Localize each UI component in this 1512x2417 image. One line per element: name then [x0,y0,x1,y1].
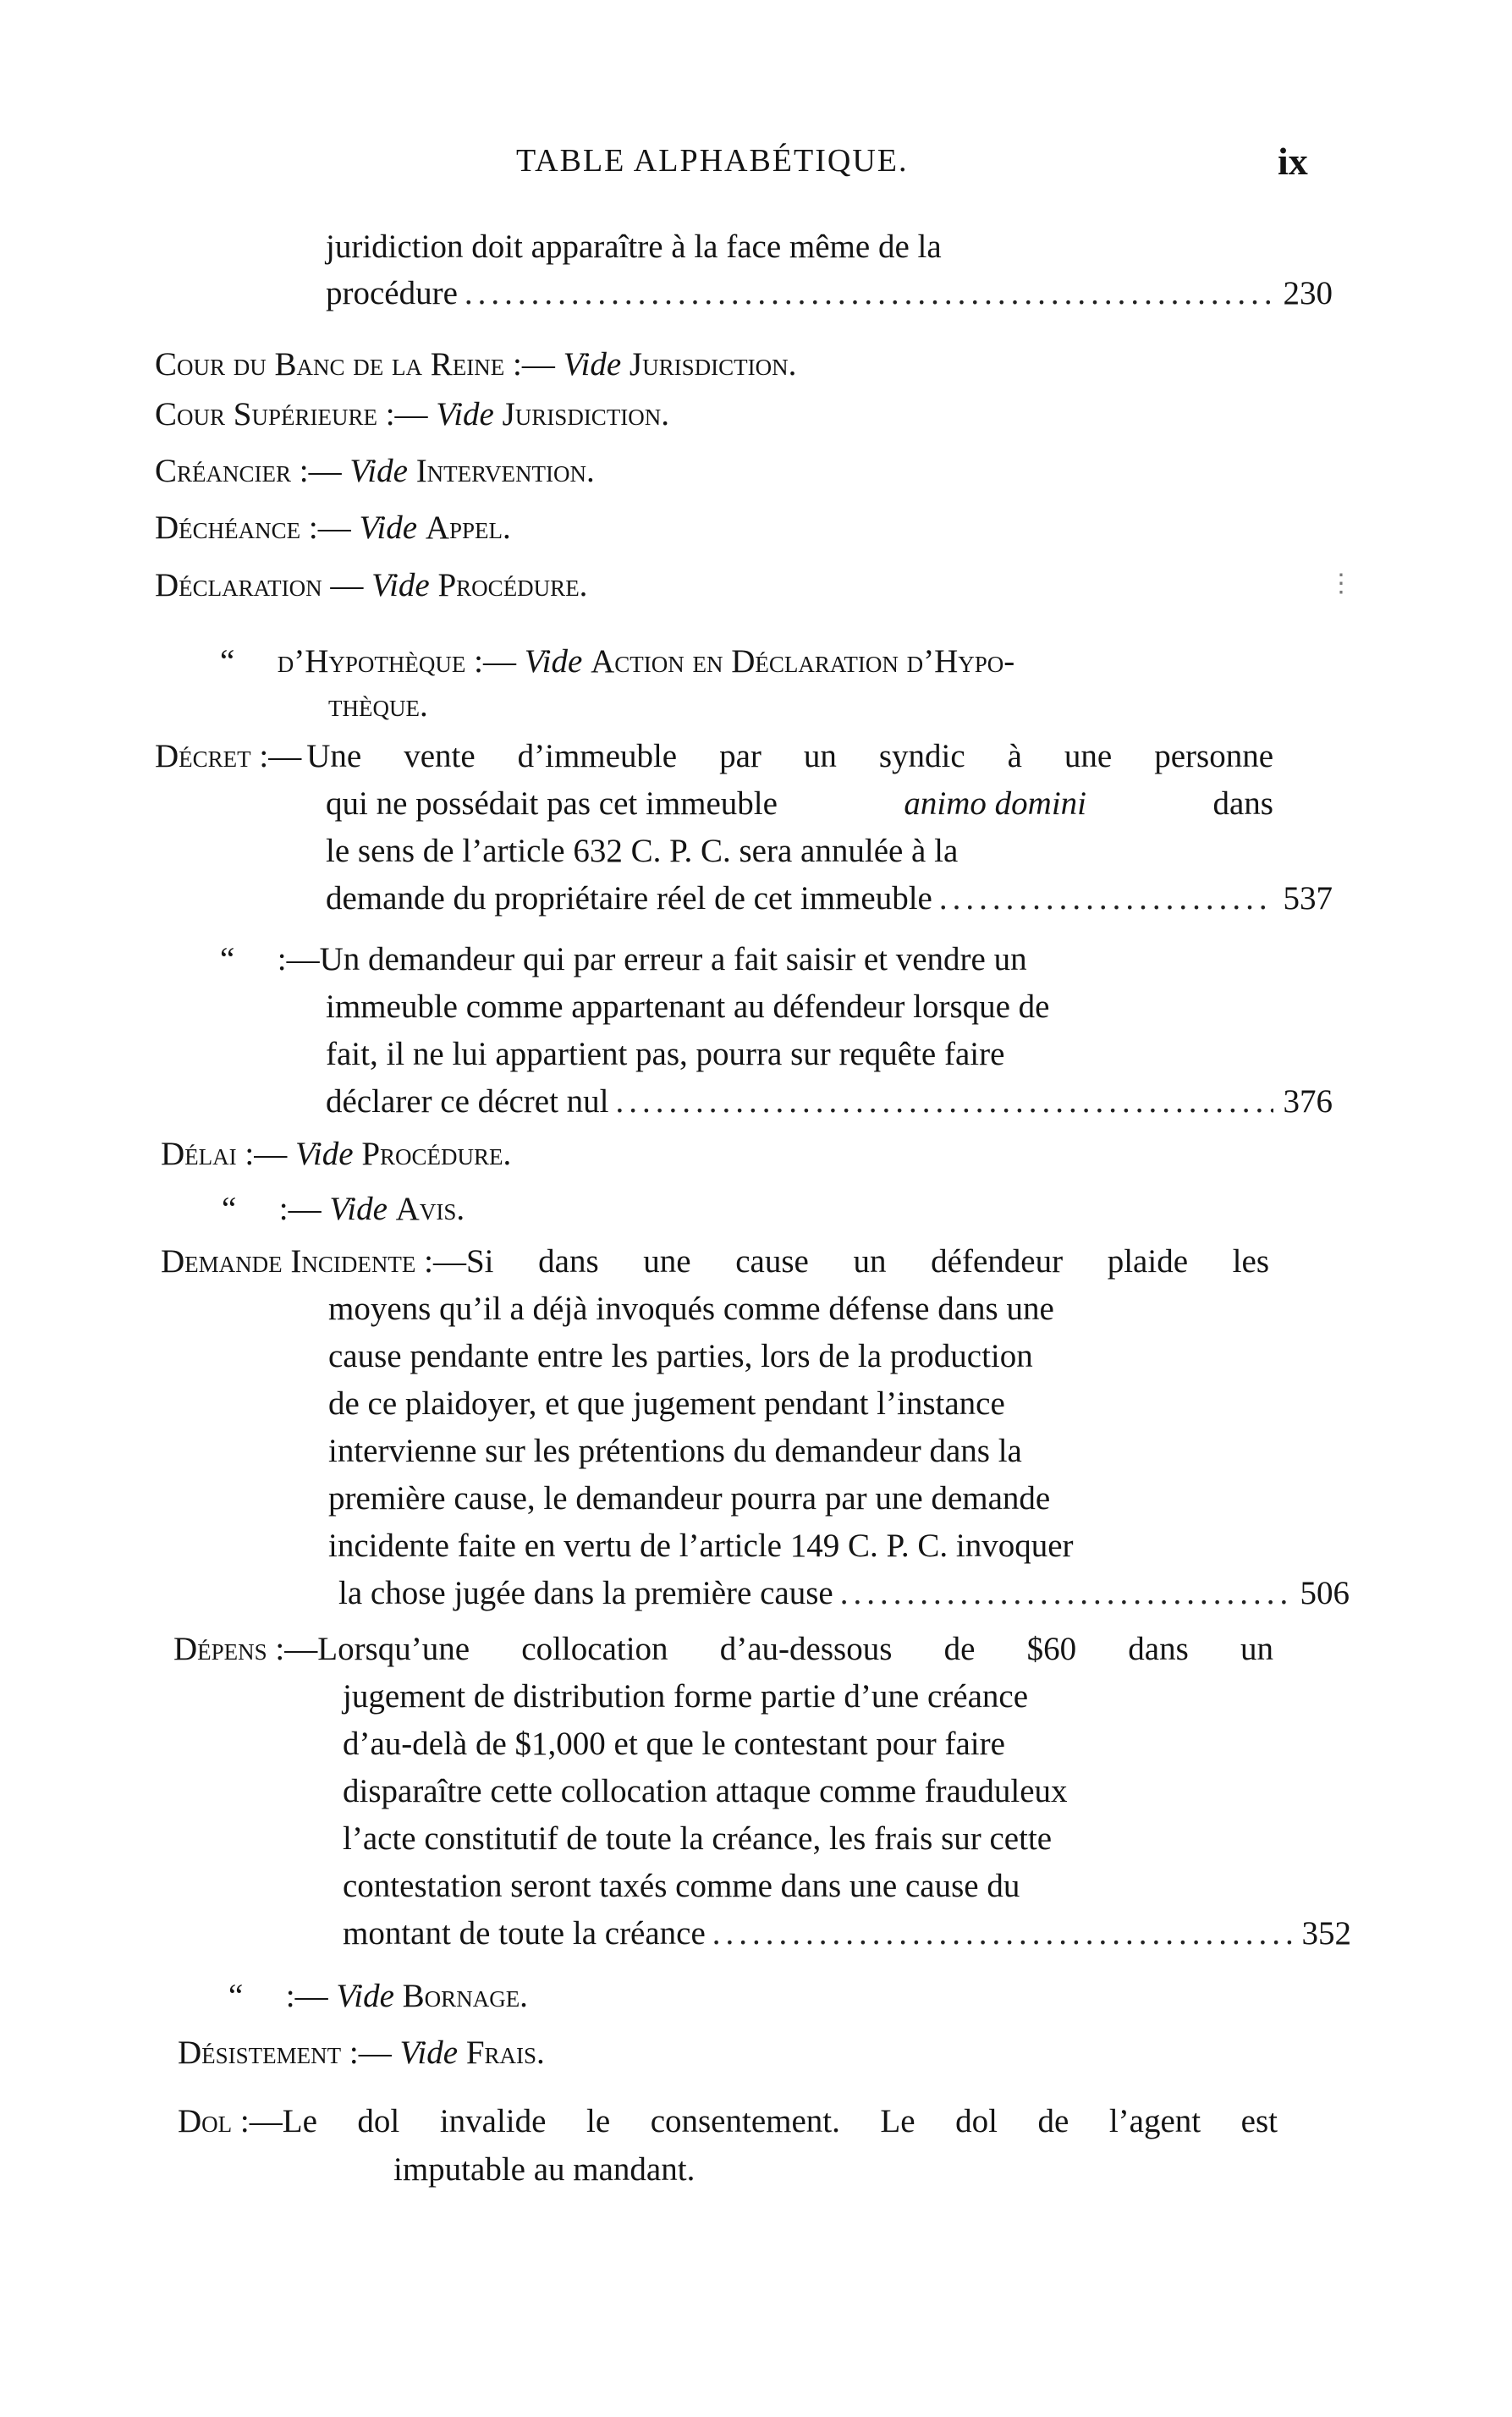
leader-dots [458,273,1273,314]
page-number: ix [1278,140,1308,183]
cross-reference: Jurisdiction. [502,396,670,432]
index-line: thèque. [328,687,428,724]
ditto-mark: “ [220,941,235,977]
index-line: imputable au mandant. [393,2151,696,2188]
index-entry: Dol :— Le dol invalide le consentement. Le dol de l’agent est [178,2101,1278,2142]
cross-reference: Frais. [465,2034,545,2071]
index-line: disparaître cette collocation attaque comme frauduleux [343,1773,1068,1809]
index-line: moyens qu’il a déjà invoqués comme défense dans une [328,1291,1054,1327]
cross-reference: Intervention. [415,453,595,489]
entry-heading: Dépens :— [173,1631,318,1667]
index-line: le sens de l’article 632 C. P. C. sera annulée à la [326,833,959,869]
page-reference: 352 [1301,1915,1351,1952]
index-entry: Cour du Banc de la Reine :— Vide Jurisdiction. [155,346,797,383]
cross-reference: Jurisdiction. [629,346,797,383]
entry-heading: Créancier :— [155,453,342,489]
index-line: de ce plaidoyer, et que jugement pendant l’instance [328,1385,1005,1422]
index-entry: Dépens :— Lorsqu’une collocation d’au-dessous de $60 dans un [173,1629,1273,1670]
entry-heading: Délai :— [161,1136,288,1172]
index-line-with-page: procédure ..... 230 [326,273,1333,314]
ditto-mark: “ [220,643,235,680]
ditto-mark: “ [222,1191,237,1227]
index-line: incidente faite en vertu de l’article 149 C. P. C. invoquer [328,1528,1074,1564]
index-line: qui ne possédait pas cet immeuble animo domini dans [326,785,1273,822]
index-entry: Décret :— Une vente d’immeuble par un syndic à une personne [155,736,1273,777]
page-reference: 376 [1283,1083,1333,1120]
page-header [0,142,1512,193]
index-line-with-page: montant de toute la créance ..... 352 [343,1913,1351,1954]
index-entry: “ :— Vide Bornage. [228,1976,528,2017]
entry-heading: Cour Supérieure :— [155,396,428,432]
leader-dots [609,1082,1273,1122]
index-entry: “ d’Hypothèque :— Vide Action en Déclaration d’Hypo- [220,641,1014,682]
index-line: fait, il ne lui appartient pas, pourra sur requête faire [326,1036,1005,1072]
cross-reference: Avis. [395,1191,465,1227]
cross-reference: Procédure. [361,1136,512,1172]
entry-heading: Dol :— [178,2103,283,2139]
leader-dots [833,1573,1290,1614]
index-entry: Désistement :— Vide Frais. [178,2034,545,2071]
index-line: immeuble comme appartenant au défendeur lorsque de [326,988,1050,1025]
index-entry: Déchéance :— Vide Appel. [155,509,511,546]
ditto-mark: “ [228,1978,244,2014]
index-line: d’au-delà de $1,000 et que le contestant pour faire [343,1726,1005,1762]
index-entry: Cour Supérieure :— Vide Jurisdiction. [155,396,670,432]
stray-mark: ⋮ [1328,570,1354,597]
index-entry: Créancier :— Vide Intervention. [155,453,595,489]
index-entry: “ :—Un demandeur qui par erreur a fait saisir et vendre un [220,939,1027,980]
entry-heading: Décret :— [155,738,302,774]
cross-reference: Appel. [425,509,511,546]
entry-heading: Désistement :— [178,2034,392,2071]
page-reference: 537 [1283,880,1333,917]
index-entry: “ :— Vide Avis. [222,1189,465,1230]
entry-heading: d’Hypothèque :— [277,643,516,680]
index-line-with-page: déclarer ce décret nul ..... 376 [326,1082,1333,1122]
index-entry: Demande Incidente :— Si dans une cause un défendeur plaide les [161,1242,1269,1282]
index-line: l’acte constitutif de toute la créance, les frais sur cette [343,1820,1053,1857]
page-reference: 230 [1283,275,1333,311]
entry-heading: Déclaration — [155,567,364,603]
index-line-with-page: demande du propriétaire réel de cet immeuble ..... 537 [326,878,1333,919]
index-line: jugement de distribution forme partie d’une créance [343,1678,1029,1715]
cross-reference: Bornage. [402,1978,528,2014]
leader-dots [932,878,1273,919]
entry-heading: Cour du Banc de la Reine :— [155,346,555,383]
entry-heading: Demande Incidente :— [161,1243,466,1280]
index-line: première cause, le demandeur pourra par une demande [328,1480,1051,1517]
index-entry: Délai :— Vide Procédure. [161,1136,512,1172]
index-line: contestation seront taxés comme dans une cause du [343,1868,1020,1904]
index-line-with-page: la chose jugée dans la première cause ..... 506 [338,1573,1350,1614]
index-line: intervienne sur les prétentions du demandeur dans la [328,1433,1022,1469]
index-line: juridiction doit apparaître à la face même de la [326,228,942,265]
index-line: cause pendante entre les parties, lors de la production [328,1338,1033,1374]
cross-reference: Action en Déclaration d’Hypo- [591,643,1015,680]
leader-dots [706,1913,1292,1954]
running-title: TABLE ALPHABÉTIQUE. [516,143,909,179]
index-entry: Déclaration — Vide Procédure. [155,567,588,603]
cross-reference: Procédure. [437,567,588,603]
page-reference: 506 [1300,1575,1350,1611]
entry-heading: Déchéance :— [155,509,351,546]
